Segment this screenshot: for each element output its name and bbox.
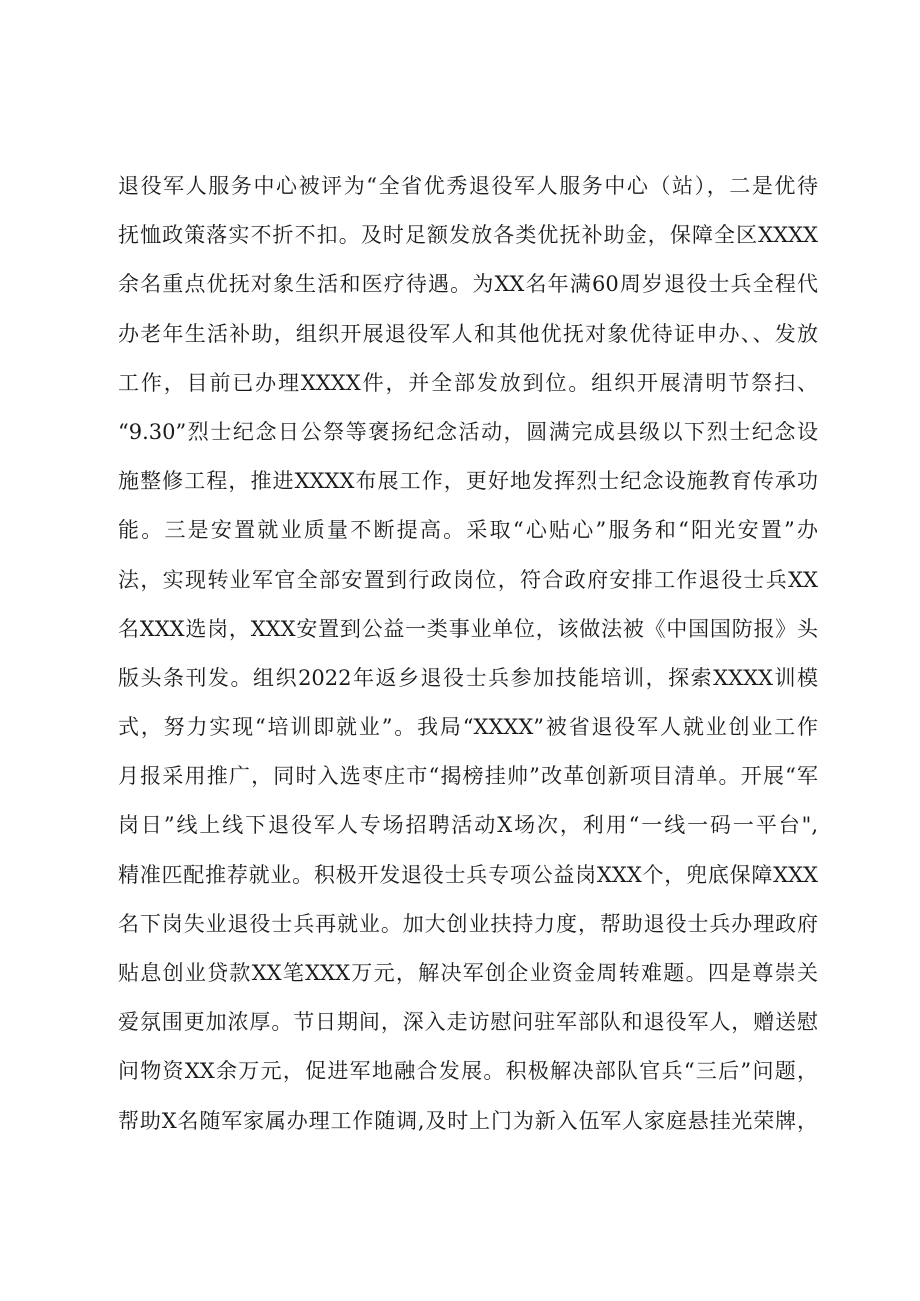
text-line-14: 岗日”线上线下退役军人专场招聘活动X场次，利用“一线一码一平台",: [118, 813, 818, 838]
text-line-18: 爱氛围更加浓厚。节日期间，深入走访慰问驻军部队和退役军人，赠送慰: [118, 1010, 818, 1035]
text-line-4: 办老年生活补助，组织开展退役军人和其他优抚对象优待证申办、、发放: [118, 321, 818, 346]
text-line-1: 退役军人服务中心被评为“全省优秀退役军人服务中心（站），二是优待: [118, 174, 818, 198]
text-line-7: 施整修工程，推进XXXX布展工作，更好地发挥烈士纪念设施教育传承功: [118, 469, 818, 494]
text-line-20: 帮助X名随军家属办理工作随调,及时上门为新入伍军人家庭悬挂光荣牌，: [118, 1108, 818, 1133]
text-line-10: 名XXX选岗，XXX安置到公益一类事业单位，该做法被《中国国防报》头: [118, 616, 818, 641]
text-line-6: “9.30”烈士纪念日公祭等褒扬纪念活动，圆满完成县级以下烈士纪念设: [118, 419, 818, 444]
text-line-9: 法，实现转业军官全部安置到行政岗位，符合政府安排工作退役士兵XX: [118, 567, 818, 592]
text-line-15: 精准匹配推荐就业。积极开发退役士兵专项公益岗XXX个，兜底保障XXX: [118, 862, 818, 887]
text-line-12: 式，努力实现“培训即就业”。我局“XXXX”被省退役军人就业创业工作: [118, 715, 818, 740]
text-line-5: 工作，目前已办理XXXX件，并全部发放到位。组织开展清明节祭扫、: [118, 370, 818, 395]
text-line-3: 余名重点优抚对象生活和医疗待遇。为XX名年满60周岁退役士兵全程代: [118, 272, 818, 297]
text-line-19: 问物资XX余万元，促进军地融合发展。积极解决部队官兵“三后”问题，: [118, 1059, 818, 1084]
text-line-17: 贴息创业贷款XX笔XXX万元，解决军创企业资金周转难题。四是尊崇关: [118, 961, 818, 985]
text-line-8: 能。三是安置就业质量不断提高。采取“心贴心”服务和“阳光安置”办: [118, 518, 818, 543]
text-line-13: 月报采用推广，同时入选枣庄市“揭榜挂帅”改革创新项目清单。开展“军: [118, 764, 818, 789]
body-paragraph: [118, 162, 818, 1146]
text-line-2: 抚恤政策落实不折不扣。及时足额发放各类优抚补助金，保障全区XXXX: [118, 223, 818, 248]
text-line-16: 名下岗失业退役士兵再就业。加大创业扶持力度，帮助退役士兵办理政府: [118, 911, 818, 936]
text-line-11: 版头条刊发。组织2022年返乡退役士兵参加技能培训，探索XXXX训模: [118, 665, 818, 690]
